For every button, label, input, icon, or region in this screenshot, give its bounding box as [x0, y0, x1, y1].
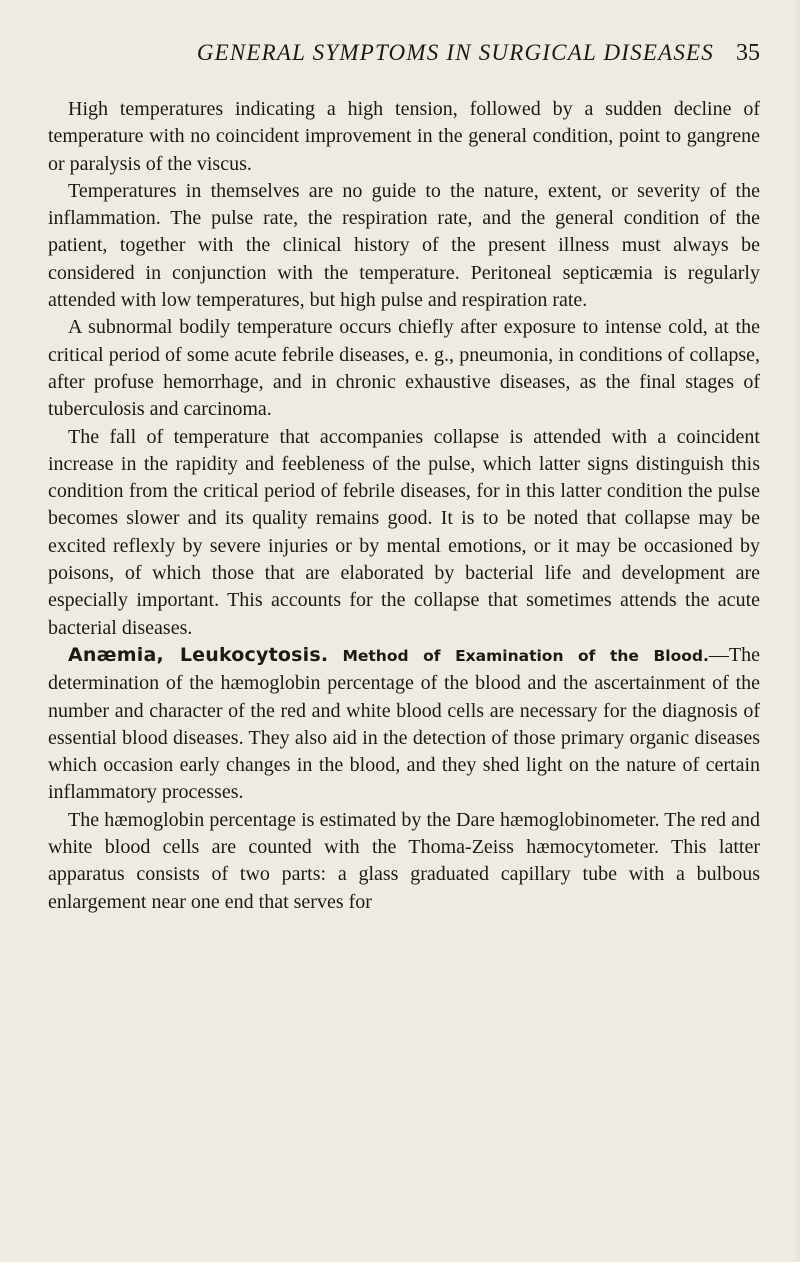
section-heading: Anæmia, Leukocytosis. — [68, 643, 329, 666]
section-subheading: Method of Examination of the Blood. — [342, 646, 709, 665]
paragraph-collapse: The fall of temperature that accompanies collapse is attended with a coincident increase in the rapidity and feebleness of the pulse, which latter signs distinguish this condition from the critical period of febrile diseases, for in this latter condition the pulse becomes slower and its quality remains good. It is to be noted that collapse may be excited reflexly by severe injuries or by mental emotions, or it may be occasioned by poisons, of which those that are elaborated by bacterial life and development are especially important. This accounts for the collapse that sometimes attends the acute bacterial diseases. — [48, 425, 760, 639]
paragraph-haemoglobin: The hæmoglobin percentage is estimated by the Dare hæmoglobinometer. The red and white blood cells are counted with the Thoma-Zeiss hæmocytometer. This latter apparatus consists of two parts: a glass graduated capillary tube with a bulbous enlargement near one end that serves for — [48, 808, 760, 913]
page-number: 35 — [736, 40, 760, 66]
paragraph-subnormal-temperature: A subnormal bodily temperature occurs chiefly after exposure to intense cold, at the critical period of some acute febrile diseases, e. g., pneumonia, in conditions of collapse, after profuse hemorrhage, and in chronic exhaustive diseases, as the final stages of tuberculosis and carcinoma. — [48, 316, 760, 421]
page-edge-shadow — [794, 0, 800, 1262]
body-text — [48, 96, 760, 916]
section-anaemia-paragraph — [48, 642, 760, 807]
section-paragraph-text: —The determination of the hæmoglobin percentage of the blood and the ascertainment of the number and character of the red and white blood cells are necessary for the diagnosis of essential blood diseases. They also aid in the detection of those primary organic diseases which occasion early changes in the blood, and they shed light on the nature of certain inflammatory processes. — [48, 643, 760, 804]
running-title: GENERAL SYMPTOMS IN SURGICAL DISEASES — [196, 40, 714, 65]
paragraph-temperatures-guide: Temperatures in themselves are no guide to the nature, extent, or severity of the inflammation. The pulse rate, the respiration rate, and the general condition of the patient, together with the clinical history of the present illness must always be considered in conjunction with the temperature. Peritoneal septicæmia is regularly attended with low temperatures, but high pulse and respiration rate. — [48, 179, 760, 312]
running-head — [48, 40, 760, 76]
paragraph-gangrene: High temperatures indicating a high tension, followed by a sudden decline of temperature with no coincident improvement in the general condition, point to gangrene or paralysis of the viscus. — [48, 98, 760, 175]
